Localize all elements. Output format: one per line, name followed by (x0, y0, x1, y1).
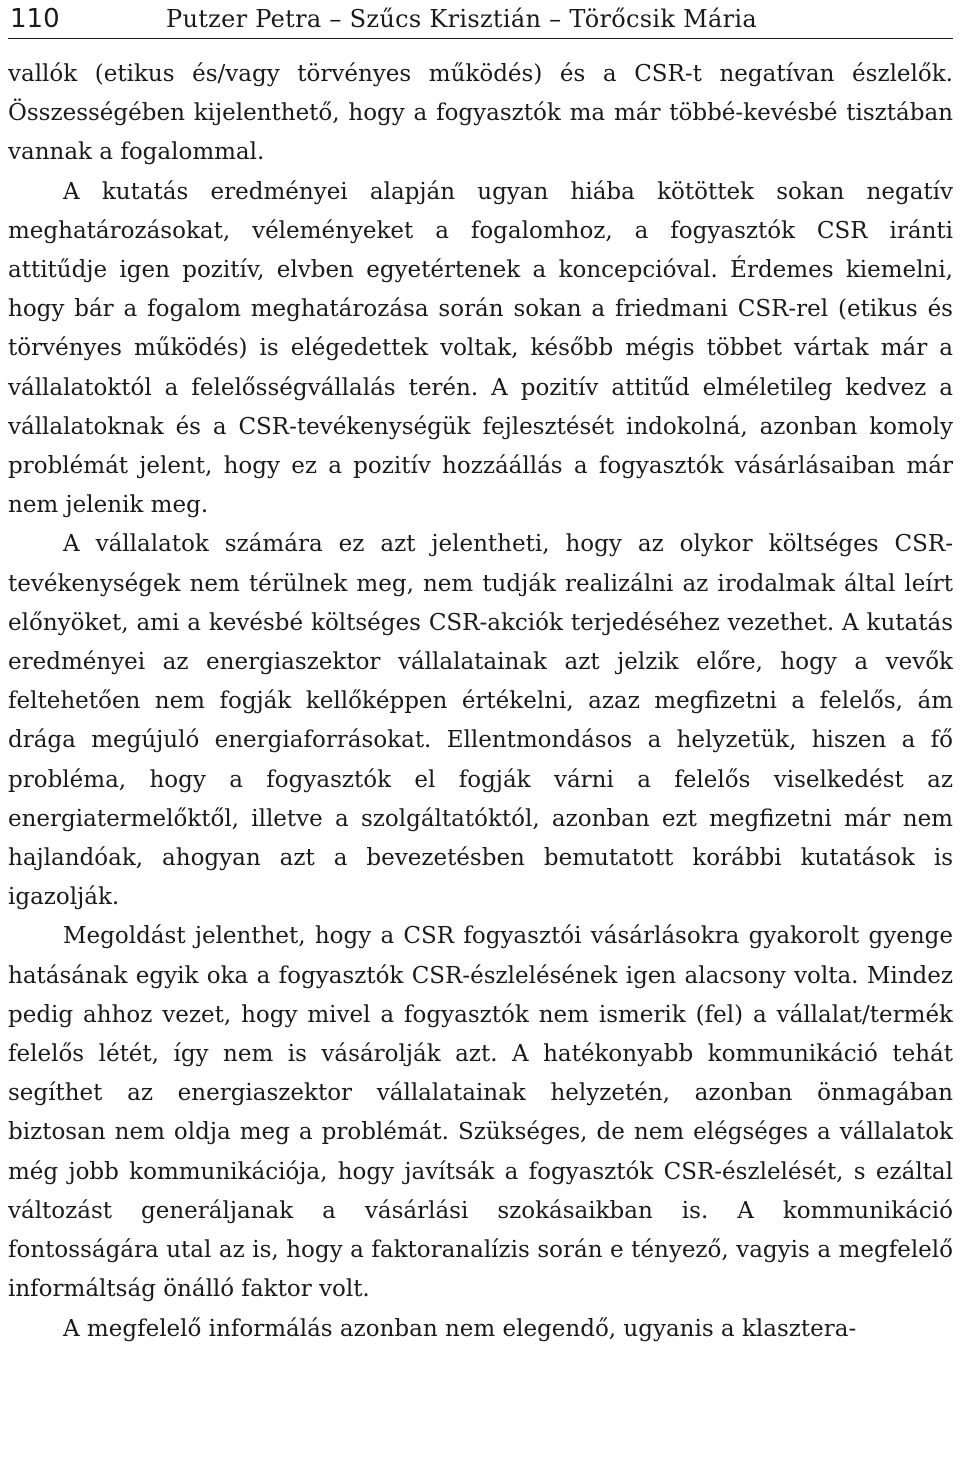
paragraph: Megoldást jelenthet, hogy a CSR fogyasztói vásárlásokra gyakorolt gyenge hatásának egyik oka a fogyasztók CSR-észlelésének igen alacsony volta. Mindez pedig ahhoz vezet, hogy mivel a fogyasztók nem ismerik (fel) a vállalat/termék felelős létét, így nem is vásárolják azt. A hatékonyabb kommunikáció tehát segíthet az energiaszektor vállalatainak helyzetén, azonban önmagában biztosan nem oldja meg a problémát. Szükséges, de nem elégséges a vállalatok még jobb kommunikációja, hogy javítsák a fogyasztók CSR-észlelését, s ezáltal változást generáljanak a vásárlási szokásaikban is. A kommunikáció fontosságára utal az is, hogy a faktoranalízis során e tényező, vagyis a megfelelő informáltság önálló faktor volt. (8, 923, 953, 1303)
paragraph: A vállalatok számára ez azt jelentheti, hogy az olykor költséges CSR-tevékenységek nem térülnek meg, nem tudják realizálni az irodalmak által leírt előnyöket, ami a kevésbé költséges CSR-akciók terjedéséhez vezethet. A kutatás eredményei az energiaszektor vállalatainak azt jelzik előre, hogy a vevők feltehetően nem fogják kellőképpen értékelni, azaz megfizetni a felelős, ám drága megújuló energiaforrásokat. Ellentmondásos a helyzetük, hiszen a fő probléma, hogy a fogyasztók el fogják várni a felelős viselkedést az energiatermelőktől, illetve a szolgáltatóktól, azonban ezt megfizetni már nem hajlandóak, ahogyan azt a bevezetésben bemutatott korábbi kutatások is igazolják. (8, 531, 953, 911)
paragraph: A megfelelő informálás azonban nem elegendő, ugyanis a klasztera- (63, 1315, 857, 1342)
paragraph: A kutatás eredményei alapján ugyan hiába kötöttek sokan negatív meghatározásokat, véleményeket a fogalomhoz, a fogyasztók CSR iránti attitűdje igen pozitív, elvben egyetértenek a koncepcióval. Érdemes kiemelni, hogy bár a fogalom meghatározása során sokan a friedmani CSR-rel (etikus és törvényes működés) is elégedettek voltak, később mégis többet vártak már a vállalatoktól a felelősségvállalás terén. A pozitív attitűd elméletileg kedvez a vállalatoknak és a CSR-tevékenységük fejlesztését indokolná, azonban komoly problémát jelent, hogy ez a pozitív hozzáállás a fogyasztók vásárlásaiban már nem jelenik meg. (8, 178, 953, 519)
running-header (8, 0, 953, 39)
running-head-authors: Putzer Petra – Szűcs Krisztián – Törőcsik Mária (166, 5, 757, 33)
paragraph-continued: vallók (etikus és/vagy törvényes működés) és a CSR-t negatívan észlelők. Összességében kijelenthető, hogy a fogyasztók ma már többé-kevésbé tisztában vannak a fogalommal. (8, 61, 953, 166)
page-number: 110 (10, 4, 60, 34)
body-text (8, 55, 953, 1349)
document-page (8, 0, 953, 1342)
